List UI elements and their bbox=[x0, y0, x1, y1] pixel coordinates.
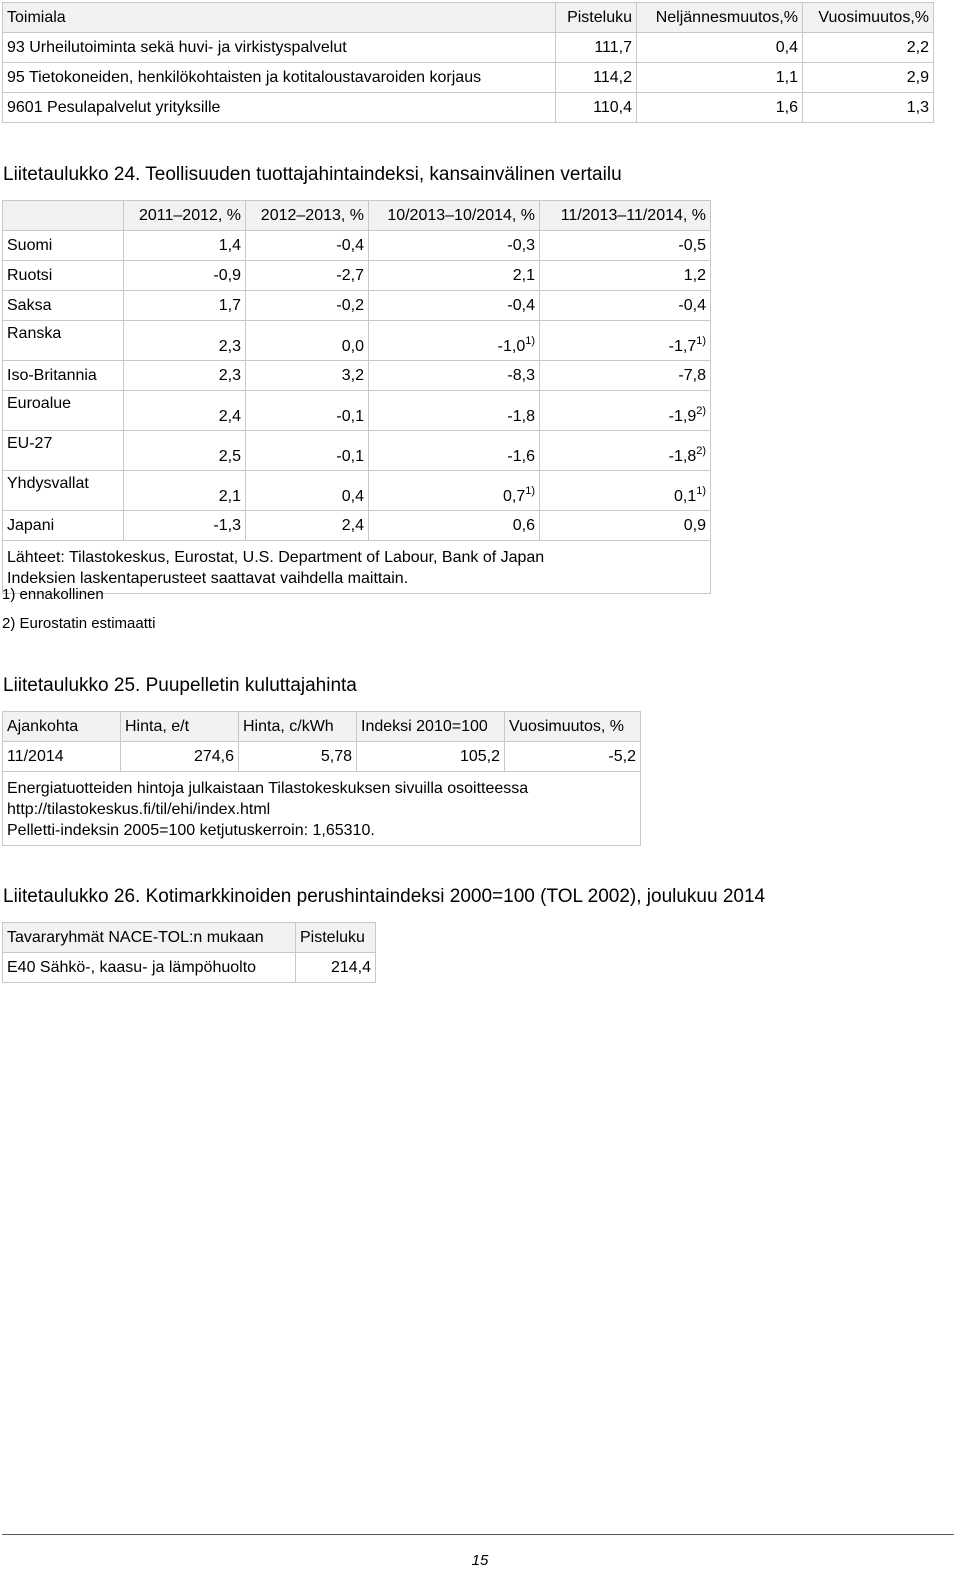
table-row bbox=[3, 361, 711, 391]
source-note: Indeksien laskentaperusteet saattavat vaihdella maittain. bbox=[7, 570, 409, 587]
value-text: -0,4 bbox=[678, 296, 706, 314]
value-cell bbox=[124, 321, 246, 361]
product-group-cell: E40 Sähkö-, kaasu- ja lämpöhuolto bbox=[3, 953, 296, 983]
value-text: 0,6 bbox=[512, 516, 535, 534]
table-row bbox=[3, 291, 711, 321]
value-cell bbox=[246, 321, 369, 361]
table-row bbox=[3, 431, 711, 471]
table-header-row bbox=[3, 712, 641, 742]
chain-factor-text: Pelletti-indeksin 2005=100 ketjutuskerroin: 1,65310. bbox=[7, 822, 375, 839]
value-text: -0,4 bbox=[336, 236, 364, 254]
column-header: Pisteluku bbox=[296, 923, 376, 953]
table-number: Liitetaulukko 25. bbox=[3, 675, 141, 696]
table-row bbox=[3, 391, 711, 431]
table-25-title bbox=[3, 675, 357, 697]
value-cell bbox=[124, 361, 246, 391]
value-text: 2,3 bbox=[218, 366, 241, 384]
column-header: Vuosimuutos,% bbox=[803, 3, 934, 33]
note-text: Energiatuotteiden hintoja julkaistaan Tilastokeskuksen sivuilla osoitteessa bbox=[7, 780, 529, 797]
value-cell: 5,78 bbox=[239, 742, 357, 772]
column-header: Hinta, c/kWh bbox=[239, 712, 357, 742]
value-text: 1,2 bbox=[683, 266, 706, 284]
value-cell bbox=[246, 471, 369, 511]
column-header: 2012–2013, % bbox=[246, 201, 369, 231]
value-text: -1,6 bbox=[507, 448, 535, 465]
value-cell: 214,4 bbox=[296, 953, 376, 983]
value-cell bbox=[369, 321, 540, 361]
country-cell: Suomi bbox=[3, 231, 124, 261]
value-cell bbox=[369, 291, 540, 321]
value-cell bbox=[540, 231, 711, 261]
table-row bbox=[3, 511, 711, 541]
value-cell: 111,7 bbox=[556, 33, 637, 63]
value-text: -0,5 bbox=[678, 236, 706, 254]
value-text: -2,7 bbox=[336, 266, 364, 284]
value-text: -7,8 bbox=[678, 366, 706, 384]
url-text: http://tilastokeskus.fi/til/ehi/index.html bbox=[7, 801, 271, 818]
value-text: 2,4 bbox=[341, 516, 364, 534]
country-cell: Yhdysvallat bbox=[3, 471, 124, 511]
page-number: 15 bbox=[471, 1552, 489, 1569]
value-text: 3,2 bbox=[341, 366, 364, 384]
industry-index-table bbox=[2, 2, 934, 123]
value-cell: -5,2 bbox=[505, 742, 641, 772]
value-cell bbox=[246, 431, 369, 471]
value-text: 0,4 bbox=[341, 488, 364, 505]
value-cell bbox=[246, 261, 369, 291]
table-number: Liitetaulukko 24. bbox=[3, 164, 141, 185]
country-cell: Saksa bbox=[3, 291, 124, 321]
value-cell: 2,9 bbox=[803, 63, 934, 93]
source-text: Lähteet: Tilastokeskus, Eurostat, U.S. Department of Labour, Bank of Japan bbox=[7, 549, 545, 566]
table-header-row bbox=[3, 201, 711, 231]
value-cell bbox=[369, 361, 540, 391]
footnote-preliminary: 1) ennakollinen bbox=[2, 586, 104, 603]
table-row bbox=[3, 321, 711, 361]
source-row bbox=[3, 541, 711, 594]
value-cell bbox=[540, 431, 711, 471]
column-header: Tavararyhmät NACE-TOL:n mukaan bbox=[3, 923, 296, 953]
country-cell: Iso-Britannia bbox=[3, 361, 124, 391]
value-text: -1,3 bbox=[213, 516, 241, 534]
table-header-row bbox=[3, 923, 376, 953]
value-text: -1,8 bbox=[507, 408, 535, 425]
value-cell: 1,1 bbox=[637, 63, 803, 93]
table-row bbox=[3, 471, 711, 511]
value-cell bbox=[246, 231, 369, 261]
value-cell bbox=[369, 431, 540, 471]
value-cell bbox=[124, 511, 246, 541]
value-text: 0,1 bbox=[673, 488, 697, 505]
table-header-row bbox=[3, 3, 934, 33]
note-cell bbox=[3, 772, 641, 846]
column-header: Pisteluku bbox=[556, 3, 637, 33]
value-cell: 2,2 bbox=[803, 33, 934, 63]
value-text: 2,1 bbox=[512, 266, 535, 284]
value-text: 2,4 bbox=[218, 408, 241, 425]
value-cell bbox=[246, 511, 369, 541]
footnote-marker: 1) bbox=[696, 485, 706, 497]
source-cell bbox=[3, 541, 711, 594]
industry-cell: 93 Urheilutoiminta sekä huvi- ja virkistyspalvelut bbox=[3, 33, 556, 63]
column-header: Ajankohta bbox=[3, 712, 121, 742]
value-text: -0,1 bbox=[336, 448, 364, 465]
column-header: Vuosimuutos, % bbox=[505, 712, 641, 742]
table-row bbox=[3, 953, 376, 983]
value-cell bbox=[540, 321, 711, 361]
table-row bbox=[3, 33, 934, 63]
value-cell bbox=[124, 231, 246, 261]
value-cell bbox=[124, 291, 246, 321]
table-title-text: Teollisuuden tuottajahintaindeksi, kansainvälinen vertailu bbox=[145, 164, 622, 185]
value-text: -0,1 bbox=[336, 408, 364, 425]
column-header: Hinta, e/t bbox=[121, 712, 239, 742]
value-cell bbox=[369, 511, 540, 541]
wood-pellet-price-table bbox=[2, 711, 641, 846]
column-header: Toimiala bbox=[3, 3, 556, 33]
value-text: 0,9 bbox=[683, 516, 706, 534]
value-text: 1,7 bbox=[218, 296, 241, 314]
value-text: -0,4 bbox=[507, 296, 535, 314]
column-header: 11/2013–11/2014, % bbox=[540, 201, 711, 231]
domestic-basic-price-table bbox=[2, 922, 376, 983]
industry-cell: 9601 Pesulapalvelut yrityksille bbox=[3, 93, 556, 123]
table-26-title bbox=[3, 886, 765, 908]
value-text: -0,9 bbox=[213, 266, 241, 284]
value-cell bbox=[246, 291, 369, 321]
note-row bbox=[3, 772, 641, 846]
table-number: Liitetaulukko 26. bbox=[3, 886, 141, 907]
industry-cell: 95 Tietokoneiden, henkilökohtaisten ja kotitaloustavaroiden korjaus bbox=[3, 63, 556, 93]
footnote-marker: 2) bbox=[696, 405, 706, 417]
column-header: Neljännesmuutos,% bbox=[637, 3, 803, 33]
value-text: 0,7 bbox=[502, 488, 526, 505]
value-cell bbox=[124, 261, 246, 291]
table-title-text: Puupelletin kuluttajahinta bbox=[145, 675, 357, 696]
table-row bbox=[3, 261, 711, 291]
country-cell: Ranska bbox=[3, 321, 124, 361]
value-cell bbox=[540, 511, 711, 541]
value-text: -0,2 bbox=[336, 296, 364, 314]
column-header: 2011–2012, % bbox=[124, 201, 246, 231]
value-text: 0,0 bbox=[341, 338, 364, 355]
value-cell bbox=[540, 391, 711, 431]
value-cell bbox=[540, 361, 711, 391]
table-row bbox=[3, 93, 934, 123]
producer-price-comparison-table bbox=[2, 200, 711, 594]
value-text: 1,4 bbox=[218, 236, 241, 254]
value-cell bbox=[246, 391, 369, 431]
country-cell: EU-27 bbox=[3, 431, 124, 471]
column-header bbox=[3, 201, 124, 231]
table-row bbox=[3, 742, 641, 772]
footnote-marker: 1) bbox=[525, 485, 535, 497]
value-cell bbox=[124, 391, 246, 431]
value-cell bbox=[369, 231, 540, 261]
footnote-marker: 1) bbox=[525, 335, 535, 347]
value-cell: 0,4 bbox=[637, 33, 803, 63]
value-cell: 114,2 bbox=[556, 63, 637, 93]
column-header: Indeksi 2010=100 bbox=[357, 712, 505, 742]
country-cell: Ruotsi bbox=[3, 261, 124, 291]
value-text: -0,3 bbox=[507, 236, 535, 254]
value-cell bbox=[540, 261, 711, 291]
value-text: 2,5 bbox=[218, 448, 241, 465]
value-text: 2,1 bbox=[218, 488, 241, 505]
value-text: 2,3 bbox=[218, 338, 241, 355]
table-24-title bbox=[3, 164, 622, 186]
value-cell bbox=[540, 291, 711, 321]
value-text: -1,8 bbox=[668, 448, 697, 465]
country-cell: Euroalue bbox=[3, 391, 124, 431]
value-text: -1,7 bbox=[668, 338, 697, 355]
footnote-eurostat-estimate: 2) Eurostatin estimaatti bbox=[2, 615, 156, 632]
value-cell bbox=[369, 261, 540, 291]
value-cell bbox=[246, 361, 369, 391]
table-title-text: Kotimarkkinoiden perushintaindeksi 2000=100 (TOL 2002), joulukuu 2014 bbox=[145, 886, 766, 907]
value-cell: 274,6 bbox=[121, 742, 239, 772]
value-cell bbox=[369, 471, 540, 511]
value-cell bbox=[124, 471, 246, 511]
value-cell: 1,6 bbox=[637, 93, 803, 123]
period-cell: 11/2014 bbox=[3, 742, 121, 772]
value-text: -1,9 bbox=[668, 408, 697, 425]
table-row bbox=[3, 63, 934, 93]
footnote-marker: 2) bbox=[696, 445, 706, 457]
column-header: 10/2013–10/2014, % bbox=[369, 201, 540, 231]
value-text: -8,3 bbox=[507, 366, 535, 384]
value-text: -1,0 bbox=[497, 338, 526, 355]
footer-divider bbox=[2, 1534, 954, 1535]
value-cell: 1,3 bbox=[803, 93, 934, 123]
value-cell bbox=[124, 431, 246, 471]
value-cell: 110,4 bbox=[556, 93, 637, 123]
value-cell: 105,2 bbox=[357, 742, 505, 772]
table-row bbox=[3, 231, 711, 261]
country-cell: Japani bbox=[3, 511, 124, 541]
value-cell bbox=[540, 471, 711, 511]
value-cell bbox=[369, 391, 540, 431]
footnote-marker: 1) bbox=[696, 335, 706, 347]
